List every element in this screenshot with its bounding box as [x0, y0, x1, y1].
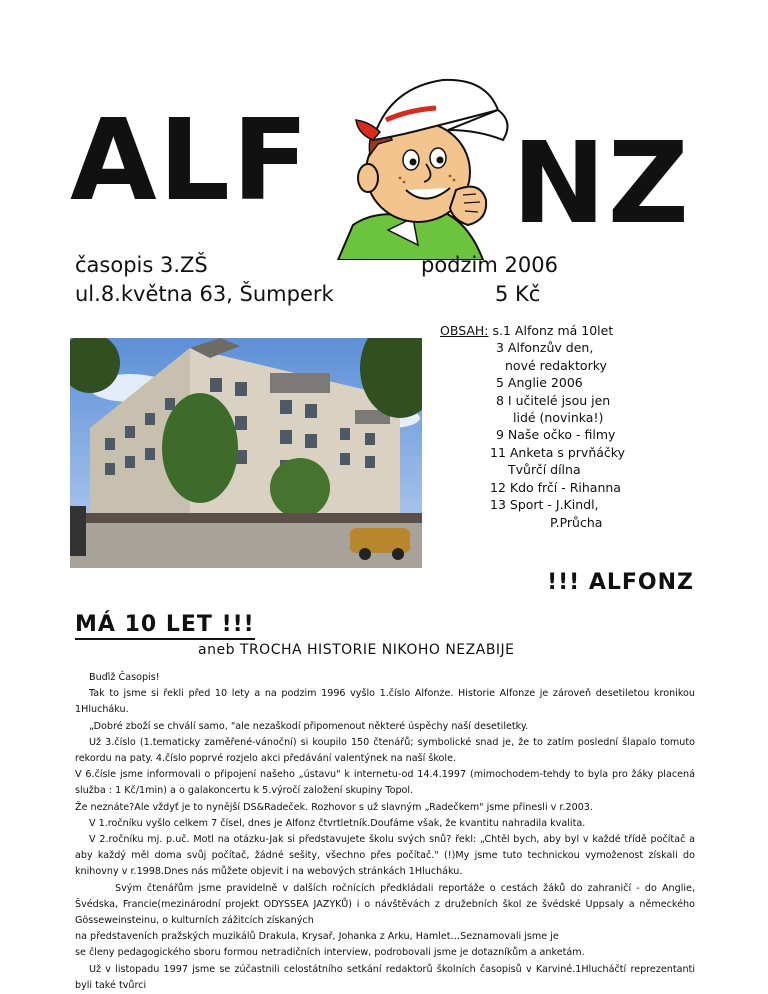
school-building-photo	[70, 338, 422, 568]
headline-part-2: MÁ 10 LET !!!	[75, 612, 255, 640]
toc-entry: 13 Sport - J.Kindl,	[490, 497, 599, 512]
toc-first-entry	[440, 322, 613, 339]
toc-label: OBSAH:	[440, 323, 489, 338]
article-paragraph: na představeních pražských muzikálů Drakula, Krysař, Johanka z Arku, Hamlet…Seznamovali jsme je	[75, 931, 559, 943]
article-paragraph: „Dobré zboží se chválí samo, "ale nezaškodí připomenout některé úspěchy naší desetiletky.	[89, 720, 529, 732]
toc-entry: 11 Anketa s prvňáčky	[490, 445, 625, 460]
toc-entry: 9 Naše očko - filmy	[496, 427, 616, 442]
magazine-address: ul.8.května 63, Šumperk	[75, 282, 334, 306]
logo-title-right: NZ	[512, 119, 691, 249]
toc-entry: Tvůrčí dílna	[508, 462, 581, 477]
article-paragraph: Že neznáte?Ale vždyť je to nynější DS&Radeček. Rozhovor s už slavným „Radečkem" jsme přinesli v r.2003.	[75, 801, 593, 813]
issue-price: 5 Kč	[495, 282, 541, 306]
toc-entry: P.Průcha	[550, 515, 603, 530]
issue-season: podzim 2006	[421, 253, 558, 277]
toc-entry: lidé (novinka!)	[513, 410, 604, 425]
article-paragraph: se členy pedagogického sboru formou netradičních interview, podrobovali jsme je dotazníkům a anketám.	[75, 947, 585, 959]
toc-entry: 3 Alfonzův den,	[496, 340, 594, 355]
toc-entry: 5 Anglie 2006	[496, 375, 583, 390]
magazine-name: časopis 3.ZŠ	[75, 253, 208, 277]
article-paragraph: Buďiž Časopis!	[89, 672, 160, 683]
toc-entry: nové redaktorky	[505, 358, 607, 373]
article-paragraph: Svým čtenářům jsme pravidelně v dalších ročnících předkládali reportáže o cestách žáků do zahraničí - do Anglie, Švédska, Francie(mezinárodní projekt ODYSSEA JAZYKŮ) i o návštěvách z družebních škol ze švédské Uppsaly a německého Gösseweinsteinu, o kulturních zážitcích získaných	[75, 882, 695, 927]
headline-part-1: !!! ALFONZ	[547, 570, 694, 595]
article-paragraph: Tak to jsme si řekli před 10 lety a na podzim 1996 vyšlo 1.číslo Alfonze. Historie Alfonze je zároveň desetiletou kronikou 1Hlucháku.	[75, 688, 695, 716]
toc-entry: s.1 Alfonz má 10let	[492, 323, 614, 338]
article-paragraph: V 1.ročníku vyšlo celkem 7 čísel, dnes je Alfonz čtvrtletník.Doufáme však, že kvantitu nahradila kvalita.	[89, 817, 586, 829]
article-paragraph: Už v listopadu 1997 jsme se zúčastnili celostátního setkání redaktorů školních časopisů v Karviné.1Hlucháčtí reprezentanti byli také tvůrci	[75, 963, 695, 991]
article-subheading: aneb TROCHA HISTORIE NIKOHO NEZABIJE	[198, 642, 515, 658]
article-paragraph: V 2.ročníku mj. p.uč. Motl na otázku-Jak si představujete školu svých snů? řekl: „Chtěl bych, aby byl v každé třídě počítač a aby každý měl doma svůj počítač, žádné sešity, všechno přes počítač." (!)My jsme tuto technickou vymoženost získali do knihovny v r.1998.Dnes nás můžete objevit i na webových stránkách 1Hlucháku.	[75, 834, 695, 878]
article-paragraph: V 6.čísle jsme informovali o připojení našeho „ústavu" k internetu-od 14.4.1997 (mimochodem-tehdy to byla pro žáky placená služba : 1 Kč/1min) a o galakoncertu k 5.výročí založení skupiny Topol.	[75, 769, 695, 797]
toc-entry: 8 I učitelé jsou jen	[496, 393, 611, 408]
article-paragraph: Už 3.číslo (1.tematicky zaměřené-vánoční) si koupilo 150 čtenářů; symbolické snad je, že to zatím poslední šlapalo tomuto rekordu na paty. 4.číslo poprvé rozjelo akci předávání valentýnek na naší škole.	[75, 736, 695, 765]
logo-title-left: ALF	[70, 96, 311, 226]
cartoon-boy-with-cap-icon	[318, 60, 518, 260]
toc-entry: 12 Kdo frčí - Rihanna	[490, 480, 621, 495]
article-body	[75, 670, 695, 994]
